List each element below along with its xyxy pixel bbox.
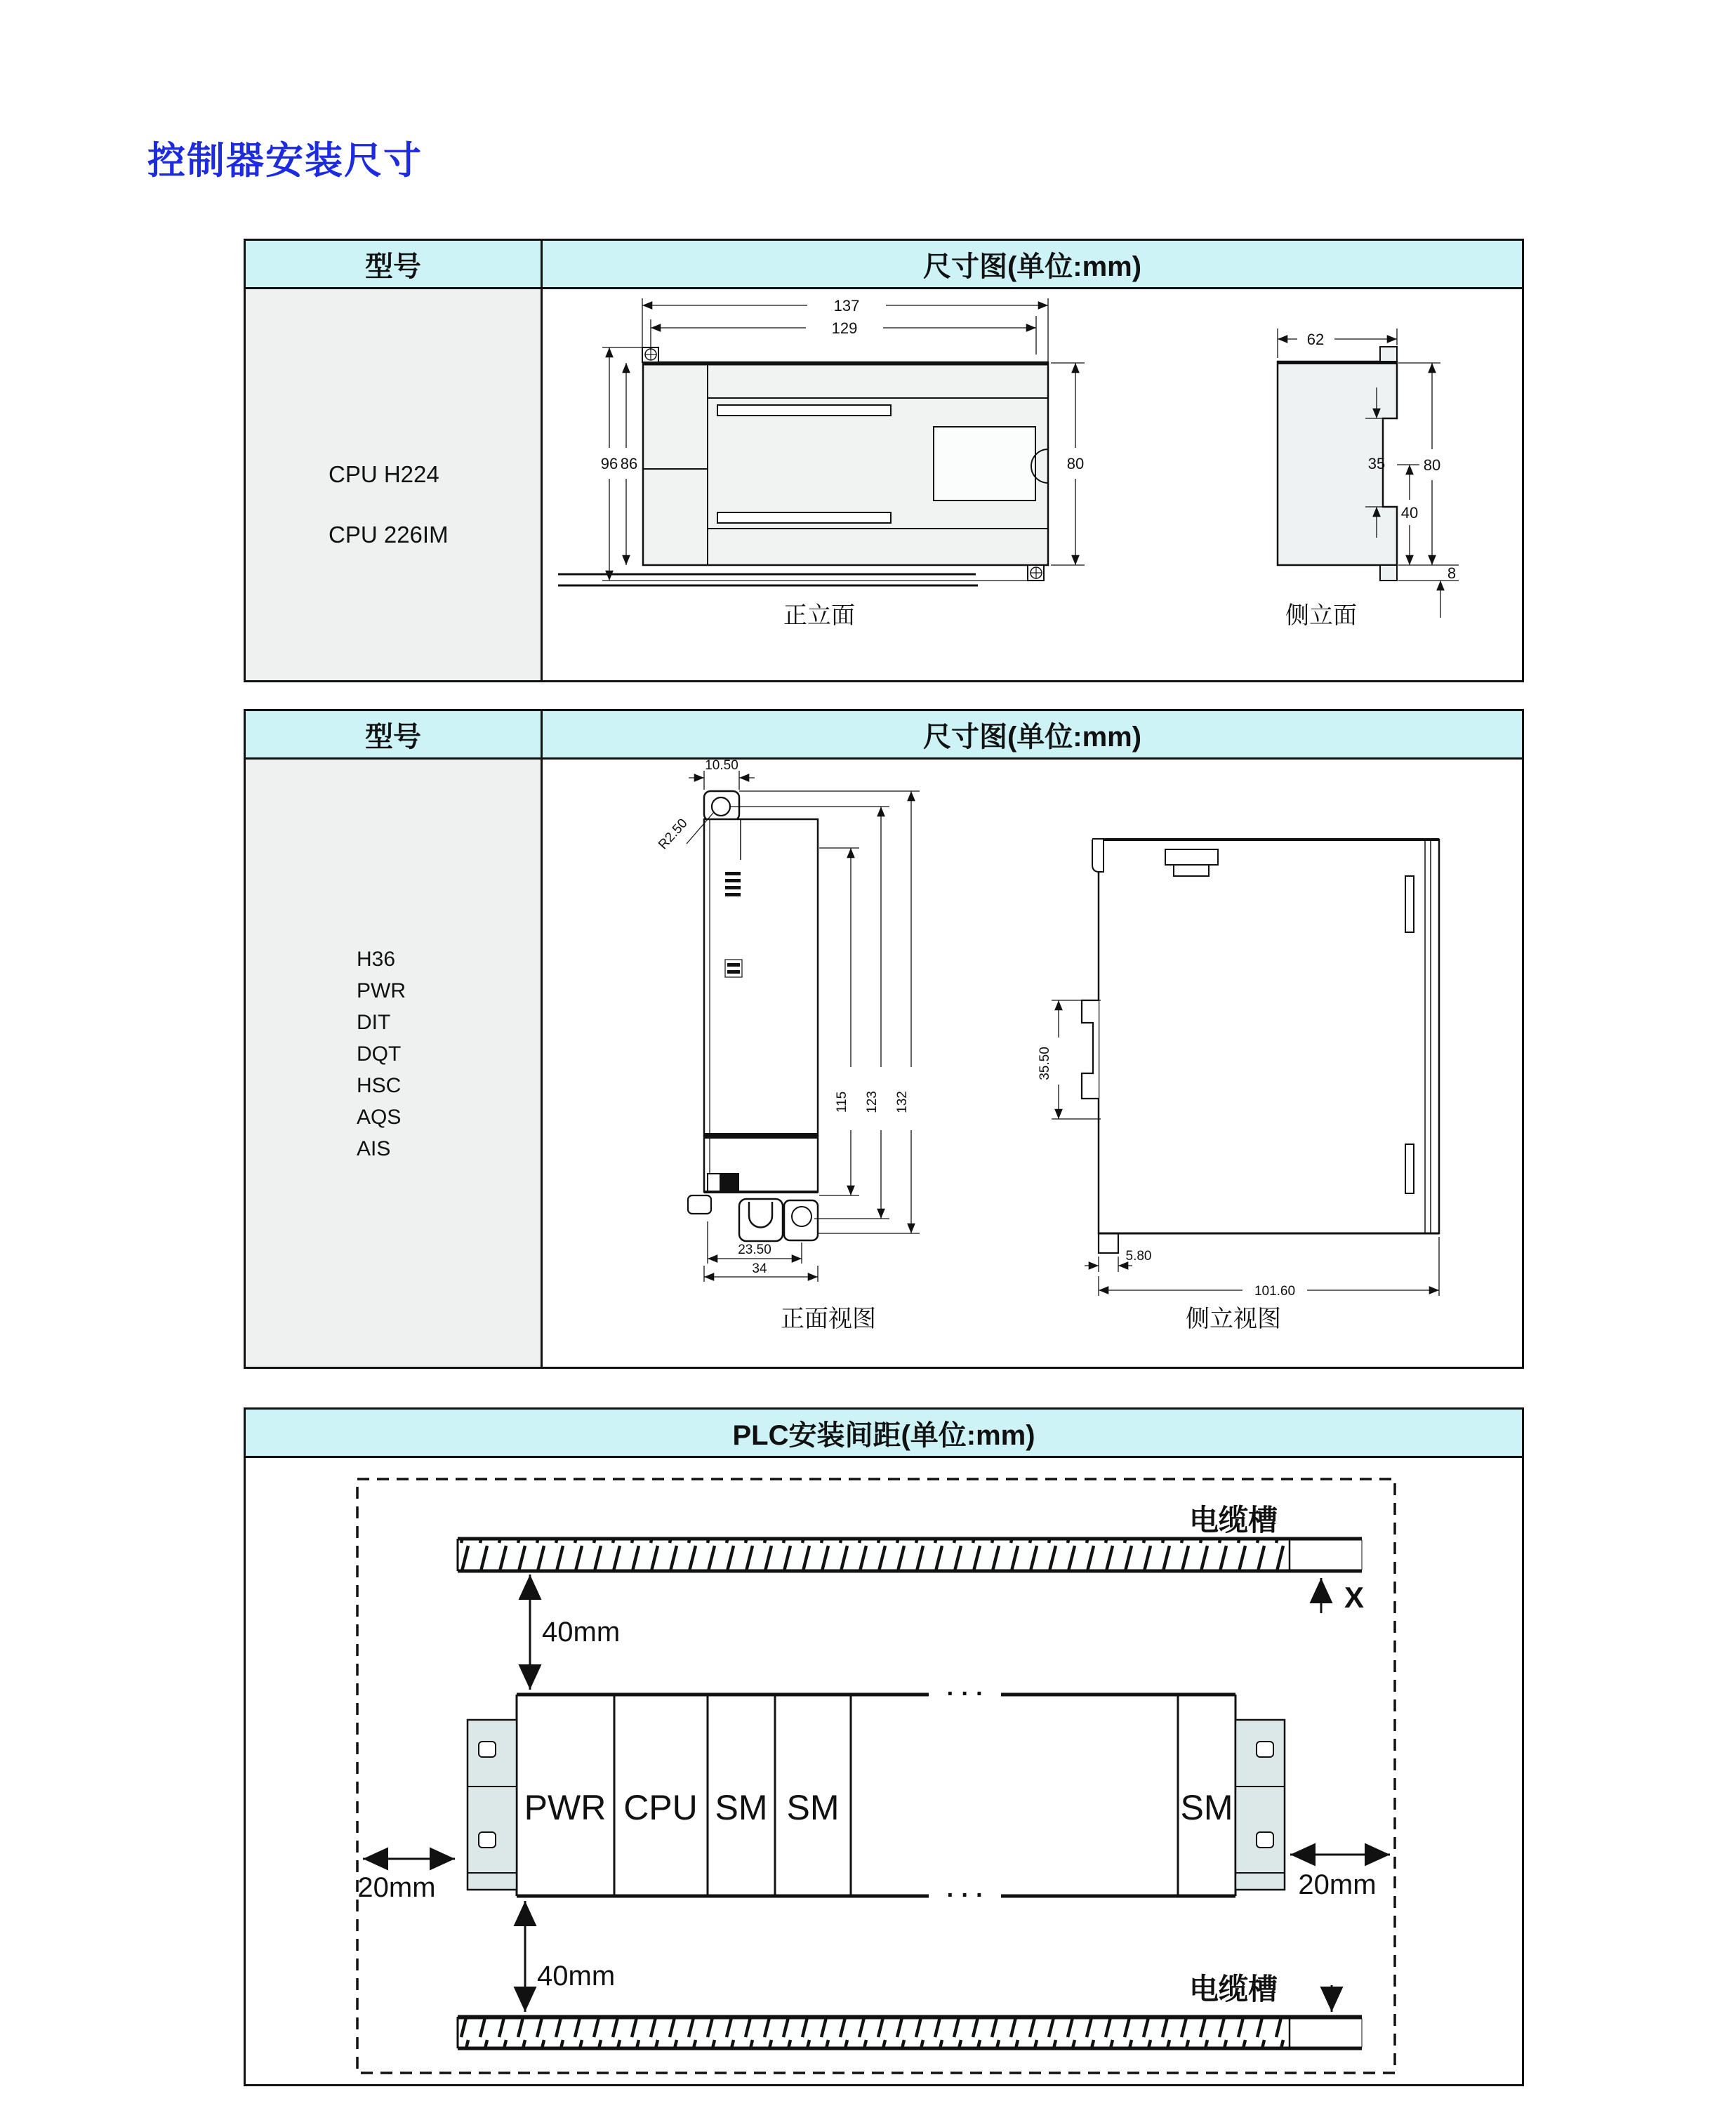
dim-label-35-50: 35.50 xyxy=(1038,1047,1052,1080)
model-dqt: DQT xyxy=(357,1042,402,1066)
dim-label-137: 137 xyxy=(833,297,860,314)
gap-20mm-left-label: 20mm xyxy=(357,1872,436,1903)
cable-trough-top xyxy=(458,1539,1362,1571)
x-axis-marker: X xyxy=(1344,1581,1365,1614)
model-h36: H36 xyxy=(357,948,396,971)
dim-label-8: 8 xyxy=(1447,564,1457,582)
plc-spacing-diagram xyxy=(245,1456,1523,2085)
terminal-10-label: 10 xyxy=(722,1177,736,1191)
side-elevation-caption: 侧立面 xyxy=(1285,602,1357,629)
rail-bracket-right xyxy=(1235,1720,1285,1890)
side-view-caption: 侧立视图 xyxy=(1186,1306,1281,1332)
table3-header-title: PLC安装间距(单位:mm) xyxy=(732,1419,1035,1451)
cable-trough-bottom xyxy=(458,2017,1362,2048)
cpu-front-view xyxy=(558,362,1048,585)
gap-20mm-right-label: 20mm xyxy=(1298,1869,1377,1900)
model-dit: DIT xyxy=(357,1011,391,1034)
screw-tab-bottom-right xyxy=(1028,565,1044,581)
dim-label-115: 115 xyxy=(835,1091,849,1113)
table2-header-row xyxy=(246,711,1522,760)
dim-label-80-front: 80 xyxy=(1066,455,1085,472)
dim-label-35: 35 xyxy=(1367,455,1386,472)
cable-trough-bottom-label: 电缆槽 xyxy=(1188,1973,1278,2006)
table1-model-cell xyxy=(246,289,543,680)
dim-label-62: 62 xyxy=(1306,331,1325,348)
table2-header-model: 型号 xyxy=(246,711,543,757)
dim-label-101-60: 101.60 xyxy=(1254,1284,1296,1299)
table1-header-dim: 尺寸图(单位:mm) xyxy=(922,251,1142,282)
rack-ellipsis-top: · · · xyxy=(946,1681,984,1707)
dim-label-96: 96 xyxy=(600,455,618,472)
dim-115 xyxy=(819,848,859,1195)
dim-8 xyxy=(1398,581,1459,618)
cable-trough-top-label: 电缆槽 xyxy=(1188,1504,1278,1537)
dim-label-10-50: 10.50 xyxy=(705,758,738,773)
front-view-caption: 正面视图 xyxy=(781,1306,876,1332)
dim-label-23-50: 23.50 xyxy=(738,1242,771,1257)
dim-label-5-80: 5.80 xyxy=(1125,1249,1152,1264)
table2-drawing xyxy=(541,757,1524,1369)
model-cpu-h224: CPU H224 xyxy=(329,461,439,487)
module-pwr-label: PWR xyxy=(524,1788,607,1827)
model-pwr: PWR xyxy=(357,979,406,1002)
table1-drawing xyxy=(541,287,1524,682)
table2-model-cell xyxy=(246,760,543,1367)
rack-ellipsis-bottom: · · · xyxy=(946,1882,984,1909)
module-smn-label: SM xyxy=(1180,1788,1233,1827)
dim-62 xyxy=(1278,329,1397,358)
dim-label-129: 129 xyxy=(831,319,858,337)
dim-label-80-side: 80 xyxy=(1423,456,1441,474)
page-title: 控制器安装尺寸 xyxy=(147,140,423,182)
h36-side-view xyxy=(1082,840,1439,1253)
dim-label-40: 40 xyxy=(1400,504,1419,522)
table1-header-row xyxy=(246,241,1522,289)
dim-label-34: 34 xyxy=(752,1261,767,1276)
model-cpu-226im: CPU 226IM xyxy=(329,522,449,548)
dim-10-50 xyxy=(689,771,755,790)
front-elevation-caption: 正立面 xyxy=(783,602,855,629)
dim-label-86: 86 xyxy=(620,455,638,472)
table1-header-model: 型号 xyxy=(246,241,543,287)
h36-front-view xyxy=(688,791,818,1241)
model-hsc: HSC xyxy=(357,1074,402,1097)
table3-header-row xyxy=(246,1410,1522,1458)
rail-bracket-left xyxy=(468,1720,517,1890)
model-ais: AIS xyxy=(357,1137,391,1160)
table2-header-dim: 尺寸图(单位:mm) xyxy=(922,721,1142,753)
dim-label-132: 132 xyxy=(895,1091,910,1113)
gap-40mm-top-label: 40mm xyxy=(542,1617,621,1648)
module-sm2-label: SM xyxy=(786,1788,840,1827)
dim-label-123: 123 xyxy=(865,1091,880,1113)
model-aqs: AQS xyxy=(357,1106,402,1129)
gap-40mm-bottom-label: 40mm xyxy=(537,1961,616,1991)
dim-label-r2-50: R2.50 xyxy=(656,816,691,853)
screw-tab-top-left xyxy=(642,347,658,362)
module-sm1-label: SM xyxy=(715,1788,768,1827)
module-cpu-label: CPU xyxy=(623,1788,698,1827)
